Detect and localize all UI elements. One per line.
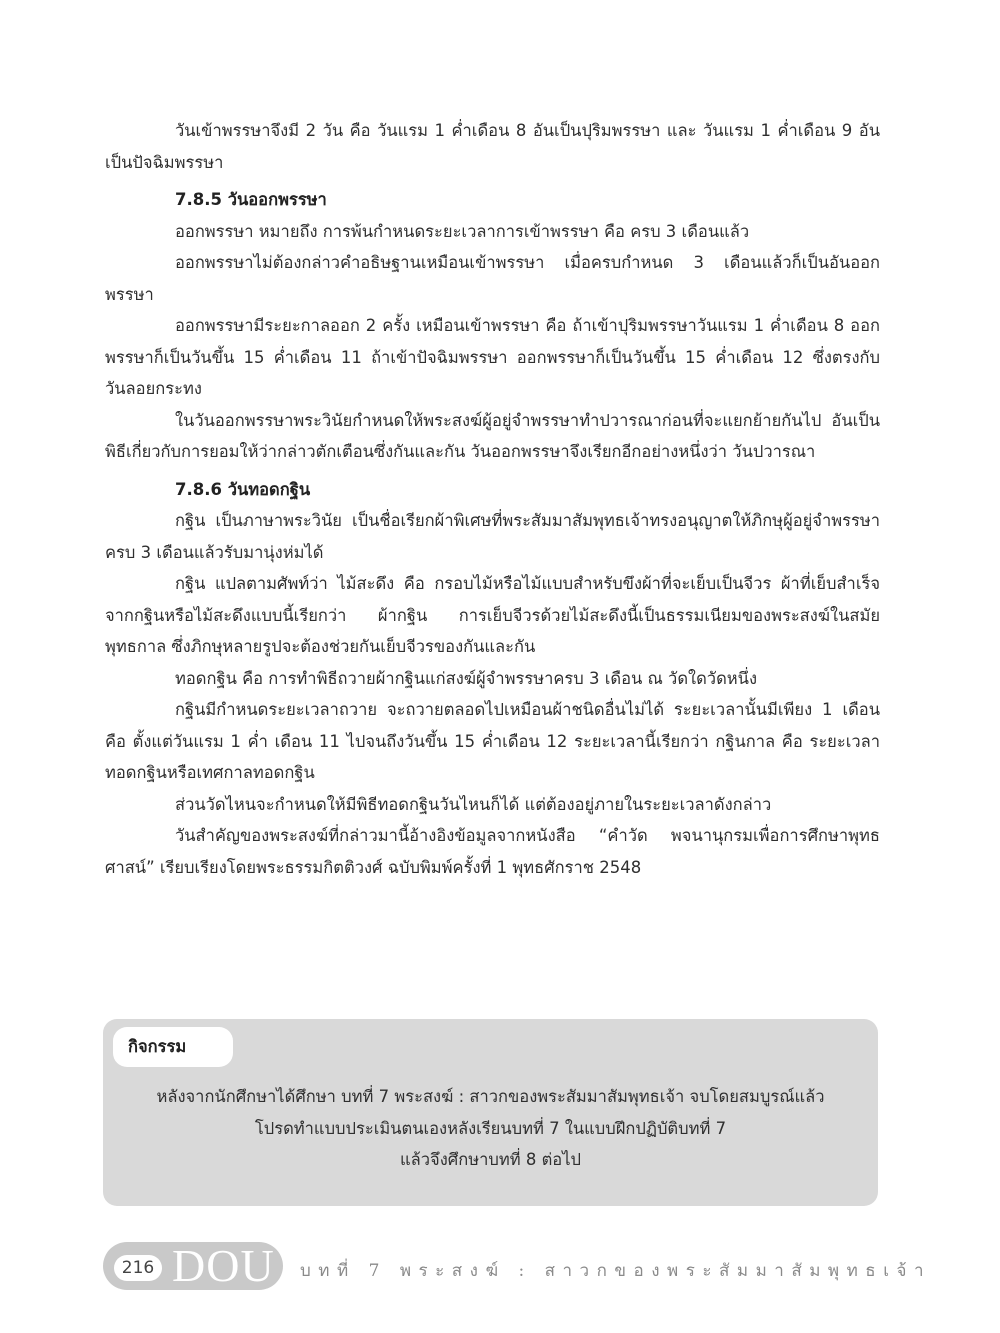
activity-line: โปรดทำแบบประเมินตนเองหลังเรียนบทที่ 7 ในแบบฝึกปฏิบัติบทที่ 7	[254, 1118, 727, 1138]
section-heading-7-8-5: 7.8.5 วันออกพรรษา	[175, 190, 327, 209]
paragraph: กฐินมีกำหนดระยะเวลาถวาย จะถวายตลอดไปเหมือนผ้าชนิดอื่นไม่ได้ ระยะเวลานั้นมีเพียง 1 เดือน คือ ตั้งแต่วันแรม 1 ค่ำ เดือน 11 ไปจนถึงวันขึ้น 15 ค่ำเดือน 12 ระยะเวลานี้เรียกว่า กฐินกาล คือ ระยะเวลาทอดกฐินหรือเทศกาลทอดกฐิน	[105, 700, 880, 782]
paragraph: ออกพรรษา หมายถึง การพ้นกำหนดระยะเวลาการเข้าพรรษา คือ ครบ 3 เดือนแล้ว	[175, 221, 750, 241]
brand-logo: DOU	[172, 1240, 275, 1291]
paragraph: กฐิน แปลตามศัพท์ว่า ไม้สะดึง คือ กรอบไม้หรือไม้แบบสำหรับขึงผ้าที่จะเย็บเป็นจีวร ผ้าที่เย็บสำเร็จจากกฐินหรือไม้สะดึงแบบนี้เรียกว่า ผ้ากฐิน การเย็บจีวรด้วยไม้สะดึงนี้เป็นธรรมเนียมของพระสงฆ์ในสมัยพุทธกาล ซึ่งภิกษุหลายรูปจะต้องช่วยกันเย็บจีวรของกันและกัน	[105, 574, 880, 656]
activity-box	[103, 1019, 878, 1206]
section-heading-7-8-6: 7.8.6 วันทอดกฐิน	[175, 479, 311, 499]
paragraph: วันเข้าพรรษาจึงมี 2 วัน คือ วันแรม 1 ค่ำเดือน 8 อันเป็นปุริมพรรษา และ วันแรม 1 ค่ำเดือน 9 อันเป็นปัจฉิมพรรษา	[105, 121, 880, 172]
paragraph: ส่วนวัดไหนจะกำหนดให้มีพิธีทอดกฐินวันไหนก็ได้ แต่ต้องอยู่ภายในระยะเวลาดังกล่าว	[175, 794, 772, 814]
paragraph: ออกพรรษาไม่ต้องกล่าวคำอธิษฐานเหมือนเข้าพรรษา เมื่อครบกำหนด 3 เดือนแล้วก็เป็นอันออกพรรษา	[105, 253, 880, 304]
running-chapter-title: บทที่ 7 พระสงฆ์ : สาวกของพระสัมมาสัมพุทธเจ้า	[300, 1261, 932, 1281]
page-body	[105, 115, 880, 883]
paragraph: ออกพรรษามีระยะกาลออก 2 ครั้ง เหมือนเข้าพรรษา คือ ถ้าเข้าปุริมพรรษาวันแรม 1 ค่ำเดือน 8 ออกพรรษาก็เป็นวันขึ้น 15 ค่ำเดือน 11 ถ้าเข้าปัจฉิมพรรษา ออกพรรษาก็เป็นวันขึ้น 15 ค่ำเดือน 12 ซึ่งตรงกับวันลอยกระทง	[105, 316, 880, 398]
activity-instructions	[103, 1081, 878, 1176]
paragraph: ในวันออกพรรษาพระวินัยกำหนดให้พระสงฆ์ผู้อยู่จำพรรษาทำปวารณาก่อนที่จะแยกย้ายกันไป อันเป็นพิธีเกี่ยวกับการยอมให้ว่ากล่าวตักเตือนซึ่งกันและกัน วันออกพรรษาจึงเรียกอีกอย่างหนึ่งว่า วันปวารณา	[105, 410, 880, 461]
paragraph: ทอดกฐิน คือ การทำพิธีถวายผ้ากฐินแก่สงฆ์ผู้จำพรรษาครบ 3 เดือน ณ วัดใดวัดหนึ่ง	[175, 668, 758, 688]
page-number: 216	[114, 1255, 162, 1281]
paragraph: กฐิน เป็นภาษาพระวินัย เป็นชื่อเรียกผ้าพิเศษที่พระสัมมาสัมพุทธเจ้าทรงอนุญาตให้ภิกษุผู้อยู่จำพรรษาครบ 3 เดือนแล้วรับมานุ่งห่มได้	[105, 511, 880, 562]
activity-line: หลังจากนักศึกษาได้ศึกษา บทที่ 7 พระสงฆ์ : สาวกของพระสัมมาสัมพุทธเจ้า จบโดยสมบูรณ์แล้ว	[156, 1087, 825, 1106]
paragraph: วันสำคัญของพระสงฆ์ที่กล่าวมานี้อ้างอิงข้อมูลจากหนังสือ “คำวัด พจนานุกรมเพื่อการศึกษาพุทธศาสน์” เรียบเรียงโดยพระธรรมกิตติวงศ์ ฉบับพิมพ์ครั้งที่ 1 พุทธศักราช 2548	[105, 826, 880, 877]
activity-line: แล้วจึงศึกษาบทที่ 8 ต่อไป	[400, 1150, 581, 1169]
activity-label: กิจกรรม	[113, 1027, 233, 1067]
